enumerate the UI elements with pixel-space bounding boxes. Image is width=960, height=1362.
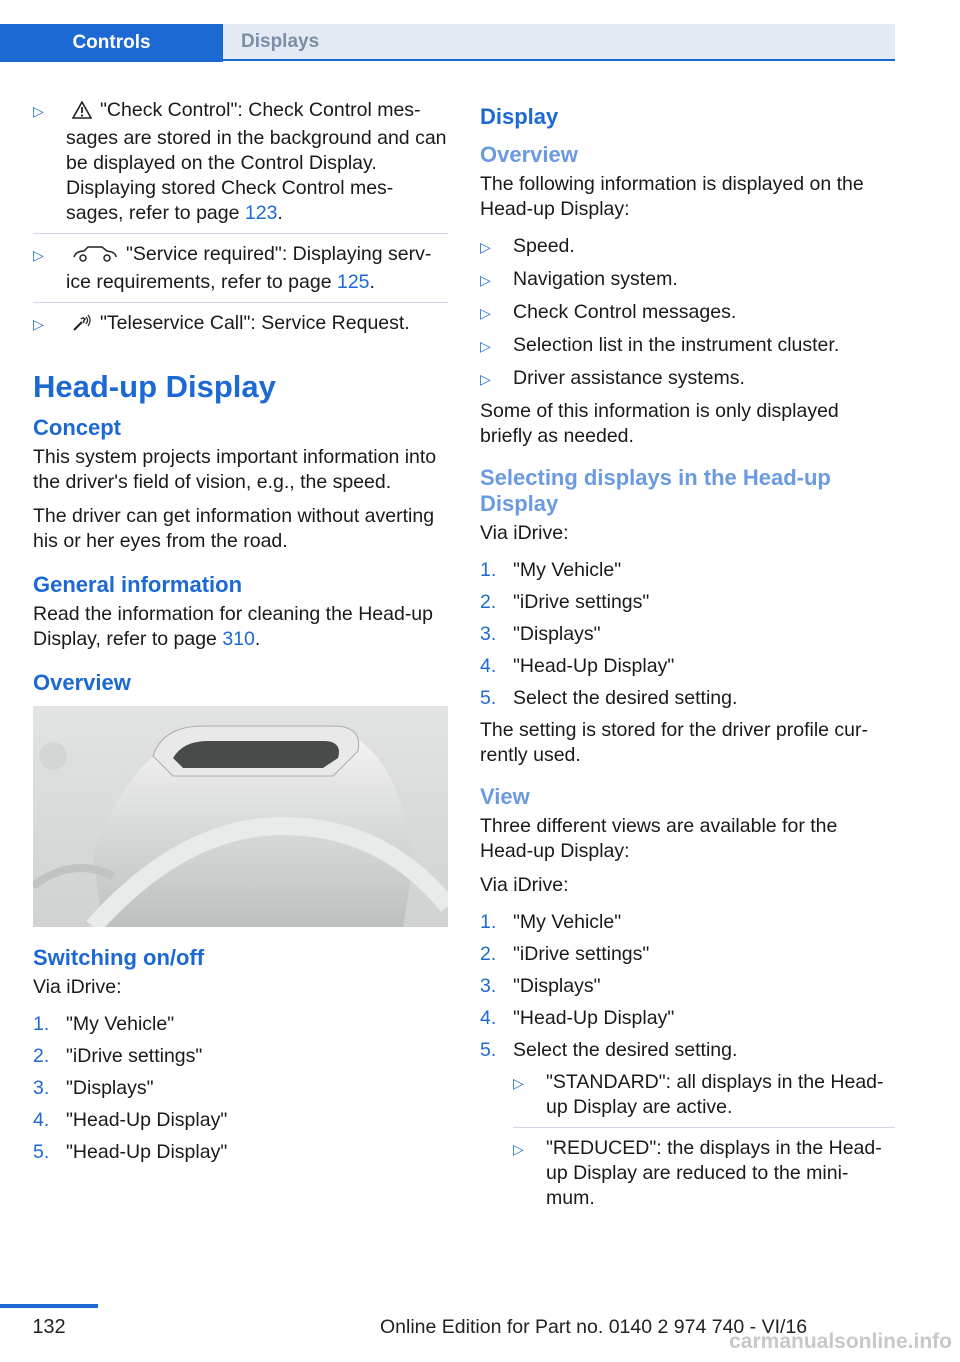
triangle-bullet-icon: ▷ <box>33 247 44 263</box>
paragraph: Via iDrive: <box>480 874 569 896</box>
list-item: 5. Select the desired setting. <box>480 687 738 709</box>
bullet-list <box>480 234 895 392</box>
subsection-title: General information <box>33 572 243 597</box>
triangle-bullet-icon: ▷ <box>480 239 491 255</box>
list-item: 4. "Head-Up Display" <box>480 655 675 677</box>
triangle-bullet-icon: ▷ <box>513 1141 524 1157</box>
list-item: 3. "Displays" <box>480 623 601 645</box>
head-up-display-photo <box>33 706 448 927</box>
header-tabs <box>0 0 895 62</box>
teleservice-text: "Teleservice Call": Service Request. <box>100 312 410 334</box>
paragraph: Read the information for cleaning the Head-up Display, refer to page 310. <box>33 603 433 650</box>
list-item: 5. "Head-Up Display" <box>33 1141 228 1163</box>
paragraph: The following information is displayed on the Head-up Display: <box>480 173 864 220</box>
check-control-text: "Check Control": Check Control mes-sages are stored in the background and can be displayed on the Control Display. Displaying stored Check Control mes-sages, refer to page <box>66 99 447 224</box>
list-item: 2. "iDrive settings" <box>480 943 650 965</box>
subsection-title: View <box>480 784 530 809</box>
subsection-title: Concept <box>33 415 121 440</box>
paragraph: Via iDrive: <box>33 976 122 998</box>
list-item: 1. "My Vehicle" <box>33 1013 175 1035</box>
numbered-list <box>33 1012 448 1165</box>
triangle-bullet-icon: ▷ <box>480 305 491 321</box>
list-item: ▷ Check Control messages. <box>480 300 895 326</box>
section-title: Head-up Display <box>33 369 276 404</box>
list-item: 3. "Displays" <box>33 1077 154 1099</box>
triangle-bullet-icon: ▷ <box>33 316 44 332</box>
triangle-bullet-icon: ▷ <box>513 1075 524 1091</box>
list-item <box>33 311 448 339</box>
left-column <box>33 98 448 1172</box>
right-column <box>480 104 895 1218</box>
list-item: ▷ Selection list in the instrument cluster. <box>480 333 895 359</box>
paragraph: Three different views are available for the Head-up Display: <box>480 815 838 862</box>
edition-text: Online Edition for Part no. 0140 2 974 740 - VI/16 <box>380 1316 808 1338</box>
page-number: 132 <box>32 1316 66 1338</box>
warning-icon <box>72 101 92 126</box>
paragraph: This system projects important information into the driver's field of vision, e.g., the speed. <box>33 446 437 493</box>
triangle-bullet-icon: ▷ <box>480 371 491 387</box>
list-item: 2. "iDrive settings" <box>33 1045 203 1067</box>
list-item: ▷ Speed. <box>480 234 895 260</box>
numbered-list <box>480 910 895 1063</box>
tab-displays[interactable]: Displays <box>223 24 895 61</box>
list-item: ▷ "REDUCED": the displays in the Head-up Display are reduced to the mini-mum. <box>513 1137 882 1209</box>
list-item: ▷ "Check Control": Check Control mes-sages are stored in the background and can be displayed on the Control Display. Displaying stored Check Control mes-sages, refer to page 123. <box>33 98 448 234</box>
service-required-text: "Service required": Displaying serv-ice requirements, refer to page <box>66 243 432 293</box>
paragraph: Via iDrive: <box>480 522 569 544</box>
section-title: Display <box>480 104 559 129</box>
list-item: ▷ "Service required": Displaying serv-ice requirements, refer to page 125. <box>33 242 448 303</box>
list-item: 3. "Displays" <box>480 975 601 997</box>
car-service-icon <box>72 245 118 270</box>
list-item: ▷ Navigation system. <box>480 267 895 293</box>
triangle-bullet-icon: ▷ <box>33 103 44 119</box>
page-link-125[interactable]: 125 <box>336 271 370 293</box>
numbered-list <box>480 558 895 711</box>
tab-controls[interactable]: Controls <box>0 24 223 62</box>
page-link-123[interactable]: 123 <box>244 202 278 224</box>
paragraph: Some of this information is only displayed briefly as needed. <box>480 400 839 447</box>
list-item: ▷ "STANDARD": all displays in the Head-up Display are active. <box>513 1070 895 1128</box>
subsection-title: Overview <box>480 142 578 167</box>
list-item: 2. "iDrive settings" <box>480 591 650 613</box>
list-item: 1. "My Vehicle" <box>480 559 622 581</box>
wrench-signal-icon <box>72 314 92 339</box>
list-item: 1. "My Vehicle" <box>480 911 622 933</box>
list-item: 4. "Head-Up Display" <box>480 1007 675 1029</box>
subsection-title: Selecting displays in the Head-up Display <box>480 465 831 516</box>
view-options-list <box>513 1070 895 1211</box>
subsection-title: Overview <box>33 670 131 695</box>
list-item: 4. "Head-Up Display" <box>33 1109 228 1131</box>
list-item: ▷ Driver assistance systems. <box>480 366 895 392</box>
paragraph: The setting is stored for the driver profile cur-rently used. <box>480 719 868 766</box>
paragraph: The driver can get information without averting his or her eyes from the road. <box>33 505 435 552</box>
list-item: 5. Select the desired setting. <box>480 1039 738 1061</box>
subsection-title: Switching on/off <box>33 945 205 970</box>
footer-rule <box>0 1304 98 1308</box>
triangle-bullet-icon: ▷ <box>480 338 491 354</box>
triangle-bullet-icon: ▷ <box>480 272 491 288</box>
watermark: carmanualsonline.info <box>729 1330 952 1353</box>
page-link-310[interactable]: 310 <box>222 628 255 650</box>
